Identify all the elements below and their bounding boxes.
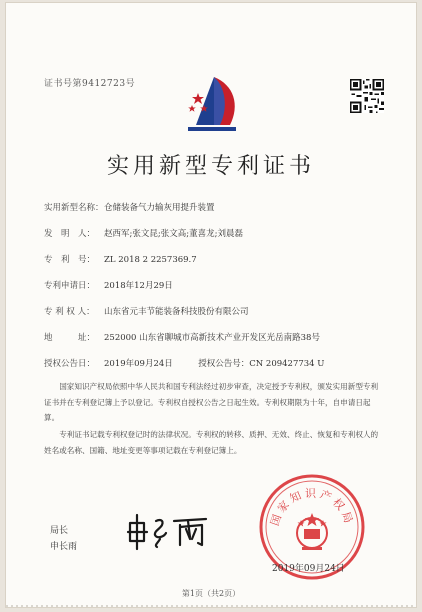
signature-date: 2019年09月24日	[272, 564, 345, 574]
field-grant-date	[44, 357, 324, 369]
field-patent-number	[44, 253, 197, 265]
field-label: 实用新型名称：	[44, 203, 104, 213]
svg-text:国家知识产权局: 国家知识产权局	[268, 487, 356, 528]
field-inventors	[44, 227, 243, 239]
field-label: 发 明 人：	[44, 229, 96, 239]
certificate-number: 证书号第9412723号	[44, 79, 136, 89]
field-value: ZL 2018 2 2257369.7	[104, 255, 197, 265]
bottom-border-strip	[6, 605, 416, 608]
field-value: 山东省元丰节能装备科技股份有限公司	[104, 307, 249, 317]
field-value: 2019年09月24日 授权公告号：CN 209427734 U	[104, 359, 325, 369]
field-address	[44, 331, 320, 343]
field-label: 地 址：	[44, 333, 96, 343]
certificate-title: 实用新型专利证书	[106, 154, 315, 179]
field-value: 2018年12月29日	[104, 281, 173, 291]
page-number: 第1页（共2页）	[181, 589, 241, 598]
field-value: 赵西军;张文昆;张文高;董喜龙;刘晨磊	[104, 229, 243, 239]
certificate-sheet	[5, 2, 417, 608]
field-label: 授权公告日：	[44, 359, 96, 369]
paragraph-grant-statement: 国家知识产权局依照中华人民共和国专利法经过初步审查，决定授予专利权，颁发实用新型专利证书并在专利登记簿上予以登记。专利权自授权公告之日起生效。专利权期限为十年，自申请日起算。	[44, 382, 379, 422]
field-value: 仓储装备气力输灰用提升装置	[104, 203, 215, 213]
director-signature	[124, 511, 214, 551]
paragraph-legal-status: 专利证书记载专利权登记时的法律状况。专利权的转移、质押、无效、终止、恢复和专利权人的姓名或名称、国籍、地址变更等事项记载在专利登记簿上。	[44, 430, 379, 455]
qr-code-icon	[350, 79, 384, 113]
field-utility-model-name	[44, 201, 215, 213]
field-label: 专利申请日：	[44, 281, 96, 291]
field-patentee	[44, 305, 249, 317]
field-application-date	[44, 279, 173, 291]
patent-office-emblem-icon	[184, 75, 240, 133]
field-label: 专 利 号：	[44, 255, 96, 265]
field-label: 专 利 权 人：	[44, 307, 95, 317]
bureau-director-name: 申长雨	[50, 542, 78, 552]
field-value: 252000 山东省聊城市高新技术产业开发区光岳南路38号	[104, 333, 320, 343]
bureau-director-label: 局长	[50, 526, 69, 536]
